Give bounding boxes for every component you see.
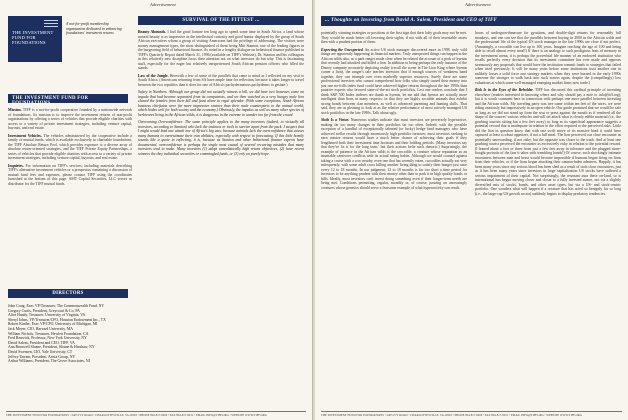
page-header: Advertisement [465, 2, 491, 7]
paragraph [8, 134, 132, 161]
list-item: Jeffrey Tarrant, President, Arista Group, NY [8, 354, 76, 359]
title-band: THE INVESTMENT FUND FOR FOUNDATIONS [8, 94, 128, 103]
survival-band: SURVIVAL OF THE FITTEST ... [138, 16, 304, 25]
footer: THE INVESTMENT FUND FOR FOUNDATIONS • 2405 IVY ROAD • CHARLOTTESVILLE, VA 22903 • PHONE 804-817-8200 • FAX 804-817-8231 • EMAIL INFO@TIFF.ORG • WEBSITE WWW.TIFF.ORG [6, 411, 306, 417]
paragraph [321, 31, 467, 45]
survival-column [138, 30, 304, 400]
paragraph-lead: Inquiries. [8, 163, 24, 168]
list-item: Ann Bronwell Sloane, President, Sloane & Hinshaw, NY [8, 345, 95, 350]
paragraph-lead: Risk Is in the Eyes of the Beholder. [475, 88, 534, 92]
list-item: John Craig, Exec VP/Treasurer, The Commonwealth Fund, NY [8, 304, 105, 308]
paragraph-text: potentially winning strategies or positions at the first sign that their lofty goals may not be met. They would be much better off lowering their sights, if not with all of their investable assets then with a prudent portion of them. [321, 31, 467, 44]
list-item: Arthur Williams, President, The Grove Associates, NJ [8, 359, 91, 364]
list-item: Fred Renwick, Professor, New York University, NY [8, 336, 87, 341]
paragraph-text: Herewith a few of some of the parallels that came to mind as I reflected on my visit to South Africa. (Americans returning from SA have ample time for reflection, because it takes longer to travel between the two republics than it does for one of Africa's pachydermatous pachyderms to gestate.) [138, 73, 304, 87]
paragraph-text: hours of undergrowthmasure for gyrations, and double-digit returns for reasonably full monkeys, and one can see that the parallels between buying in 2000 in the African wilds and the professional life of the typical US stock manager in the late 1990s are close if not perfect. (Amazingly, a crocodile can live up to 100 years. Imagine reaching the age of 100 and being able to recall almost every meal!) If there is an analogy to such prodigious feats of memory in the investment arena, it is perhaps the proverbial life manner of an endowed institution who recalls perfectly every decision that its investment committee has ever made and opposes strenuously any proposals that would have the institution commit funds to strategies that failed when tried previously. It will be many years before some institutions trust another one in unlikely losses a solid force one strategy markets when they were burned in the early 1990s someone the stronger to walk back into such waters again, despite the (compellingly) low valuations at which some well-managed emerging market firms now trade.) [475, 31, 621, 85]
thoughts-band: ... Thoughts on Investing from David A. Salem, President and CEO of TIFF [321, 16, 621, 26]
paragraph [138, 30, 304, 71]
paragraph [321, 118, 467, 190]
list-item: Alice Handy, Treasurer, University of Virginia, VA [8, 313, 86, 318]
thoughts-column-1 [321, 31, 467, 401]
paragraph-text: TIFF is a not-for-profit cooperative founded by a nationwide network of foundations. Its mission is to improve the investment returns of non-profit organizations by offering a series of vehicles that provide eligible charities with access to a variety of private investment strategies, including venture capital, buyouts, and real estate. [8, 108, 132, 130]
list-item: David Salem, President and CEO, TIFF, VA [8, 340, 75, 345]
paragraph-lead: Investment Vehicles. [8, 133, 42, 138]
paragraph-lead: Sloth Is a Virtue. [321, 118, 350, 122]
paragraph [8, 108, 132, 131]
list-item: Sheryl Johns, VP/Treasurer/CFO, Houston Endowment Inc., TX [8, 317, 106, 322]
list-item: Robert Kinder, Exec VP/CFO, University of Michigan, MI [8, 322, 98, 327]
paragraph-lead: Law of the Jungle. [138, 73, 169, 78]
directors-band: DIRECTORS [8, 289, 128, 298]
list-item: William Nichols, Treasurer, Hewlett Foundation, CA [8, 331, 89, 336]
paragraph [138, 120, 304, 156]
paragraph-lead: Beauty Abounds. [138, 30, 167, 34]
logo-stripes-icon [44, 20, 58, 29]
right-page [315, 0, 628, 420]
directors-list [8, 304, 132, 364]
paragraph [475, 88, 621, 196]
paragraph-text: The vehicles administered by the cooperative include a family of mutual funds, which is available exclusively to charitable foundations, the TIFF Absolute Return Pool, which provides exposure to a diverse array of absolute return-oriented strategies, and the TIFF Private Equity Partnerships, a series of vehicles that provide eligible charities with access to a variety of private investment strategies, including venture capital, buyouts, and real estate. [8, 133, 132, 160]
mission-column [8, 108, 132, 286]
list-item: David Swensen, CIO, Yale University, CT [8, 349, 73, 354]
list-item: Gregory Curtis, President, Greycourt & Co, PA [8, 308, 80, 313]
paragraph [321, 48, 467, 116]
paragraph-text: For information on TIFF's services, including materials describing TIFF's alternative investment vehicles or a prospectus containing a discussion of mutual fund fees and expenses, please contact TIFF using the coordinates furnished at the bottom of this page. AMT Capital Securities, LLC serves as distributor for the TIFF mutual funds. [8, 163, 132, 186]
paragraph-lead: Mission. [8, 108, 22, 112]
paragraph-text: Safety in Numbers. Although our group did not actually witness a kill, we did hear two lionesses come on impala that had become separated from its compatriots, and we then watched as a very hungry male lion chased the females from their kill and feast alone in regal splendor. (With some exceptions, South African business chieftains were far more impressive orators than their male counterparts in the animal world, which bodes well for both society and the economy.) Obviously, the impalas as well as many other species of herbivores living in the African wilds, it is dangerous in the extreme to wander too far from the crowd. [138, 90, 304, 117]
logo-text: THE INVESTMENT FUND FOR FOUNDATIONS [12, 30, 54, 46]
paragraph [138, 74, 304, 88]
paragraph [138, 90, 304, 117]
tagline: A not-for-profit membership organization dedicated to enhancing foundations' investment returns [66, 22, 122, 36]
thoughts-column-2 [475, 31, 621, 401]
paragraph-text: An active US stock manager discovered more in 1998, truly wild things are apparently happening in financial markets. Truly unexpected things can happen in the African wilds also, as a park ranger made clear when he related the account of a pack of hyenas that recently had attacked and killed a lion. In addition to being perhaps the only instance of the Disney company accurately depicting reality (recall the scene in The Lion King where hyenas corner a lion), the ranger's tale teaches investors that if enough sources of weakness band together, they can triumph over even markedly superior resources. Surely there are some professional investors who cannot comprehend how folks who simply tossed their money into just one no-frills index fund could have achieved higher returns throughout the late 1990s than putative experts who favored state-of-the-art stock portfolios. Lest one readers conclude that I think S&P 500 Index indexes are dumb as hyenas, let me add that hyenas are actually more intelligent than lions in many respects: in that they are highly sociable animals that exhibit strong bonds between clan members, as well as advanced parenting and hunting skills. That said, they are as pleasing to look at as the relative performance of most actively managed US stock portfolios in the late 1990s. Talk about ugly. [321, 47, 467, 115]
paragraph-text: I had the good fortune ten long ago to spend some time in South Africa, a land whose natural beauty is as impressive as the intellectual curiosity and good humor displayed by the group of South African executives whom a group of visiting Americans had the privilege of addressing. The visitors were money management types, the most distinguished of them being Mitt Stanton, one of the leading figures in the burgeoning field of behavioral finance. As noted in a lengthy dialogue on behavioral finance published in TIFF's Quarterly Report dated March 31, 1996 (available on TIFF's Website), Dr. Stanton and his colleagues in this relatively new discipline focus their attention not on what investors do but why. This is fascinating stuff, especially for the eager but relatively inexperienced South African pension officers who filled the stands. [138, 30, 304, 70]
paragraph-text: Numerous studies indicate that most investors are perversely hyperactive, making far too many changes in their portfolios far too often. Indeed, with the possible exception of a handful of exceptionally talented (or lucky) hedge fund managers who have achieved stellar results through enormously high portfolio turnover, most investors seeking to earn outsize returns would have a much better chance of achieving their goals if they lengthened both their investment time horizons and their holding periods. (Many investors say that they've 'in it for the long term,' but their actions belie such rhetoric.) Surprisingly, the example of patience in the African wilds is the crocodile, a creature whose reputation as an insatiable carnivore conflicts with its actual eating habits. Although we would counsel against taking a cruise with a croc nearby, even one that has recently eaten, crocodiles actually eat very infrequently, with some adult crocs killing another living thing to satisfy their hunger just once every 12 to 18 months. In our judgment, 12 to 18 months is far too short a time period for investors to be anything prudent with their money other than to park it in high quality bonds or bills. Ideally, most investors can't invest doing something even if their longer-term needs are being met. Conditions permitting, regular, monthly or, of course, pouring on unceasingly creatures whose genetics should serve a fearsome example of what hyperactivity can result. [321, 118, 467, 190]
page-header: Advertisement [150, 2, 176, 7]
left-page [0, 0, 313, 420]
list-item: Jack Meyer, CIO, Harvard University, MA [8, 326, 73, 331]
tiff-logo [8, 16, 62, 62]
paragraph [8, 164, 132, 187]
footer: THE INVESTMENT FUND FOR FOUNDATIONS • 2405 IVY ROAD • CHARLOTTESVILLE, VA 22903 • PHONE 804-817-8200 • FAX 804-817-8231 • EMAIL INFO@TIFF.ORG • WEBSITE WWW.TIFF.ORG [321, 411, 622, 417]
paragraph [475, 31, 621, 85]
paragraph-lead: Expecting the Unexpected. [321, 47, 364, 52]
paragraph-text: TIFF has discussed this cardinal principle of investing elsewhere (readers interested in knowing where and why should pay a note to info@tiff.org), but it is worth comment here in connection with perhaps one more parallel between investing and the African wilds. My traveling party was tree came within ten feet of the wires, we were riding anxiously but impressively in an open vehicle. Our guide promised that we would be safe as long as we did not stand up from the seat or press against the mouth as if rendered all the shape of the sources' various vehicles and will set attack what is clearly edible material (i.e., the gawking tourists sitting but a few feet away) so long as its superficial appearance suggests a potential reward that is inadequate in relation to the effort required or the perceived risks. Little did the lion in question know that with one swift move of its massive head it could have captured at least a robust appetizer, if not a full meal. The lion perceived our close encounter as potentially unrewarding, if not risky, but the opposite was closer to the truth. And at least one gawking tourist perceived the encounter as excessively risky in relation to the potential reward. (I leaned about a foot or three from just a few feet away in tolerance and the plugged stone-bought portraits of the lion it takes with trembling hands!) Of course, such shockingly intimate encounters between man and beast would become impossible if humans began firing on lions from their vehicles, or if the lions began attacking their camera-laden admirers. Happily, it has been many years since any serious blood has been shed as a result of such close encounters, just as it has been many years since investors in large capitalization US stocks have suffered a serious impairment of their capital. Not surprisingly, the resonant aura these on-land, so is international has begun moving closer and closer to a fully invested stance, not via a slightly diversified mix of stocks, bonds, and other asset types, but via a US- and stock-centric portfolio. One wonders what will happen if a creature that has acted so benignly for so long (i.e., the large-cap US growth sector) suddenly begins to display predatory tendencies. [475, 88, 621, 196]
paragraph-text: Overcoming Overconfidence. The same principle applies to the many investors (indeed, to virtually all investors, according to Stanton) who lack the instincts or tools to survive apart from the pack. I suspect that I might would lead one attack one of Africa's big cats, because animals lack the overconfidence that causes many humans to overestimate their own abilities, especially with respect to forecasting. If this little homily sounds like a quote in reflecting, it is, because as Stanton and other behavioral finance experts have documented, overconfidence is perhaps the single most causal of several recurring mistakes that many investors tend to make. Many investors (1) adopt unrealistically high return objectives, (2) have recent winners the they individual securities or commingled funds, or (3) rely on purely hope. [138, 120, 304, 156]
